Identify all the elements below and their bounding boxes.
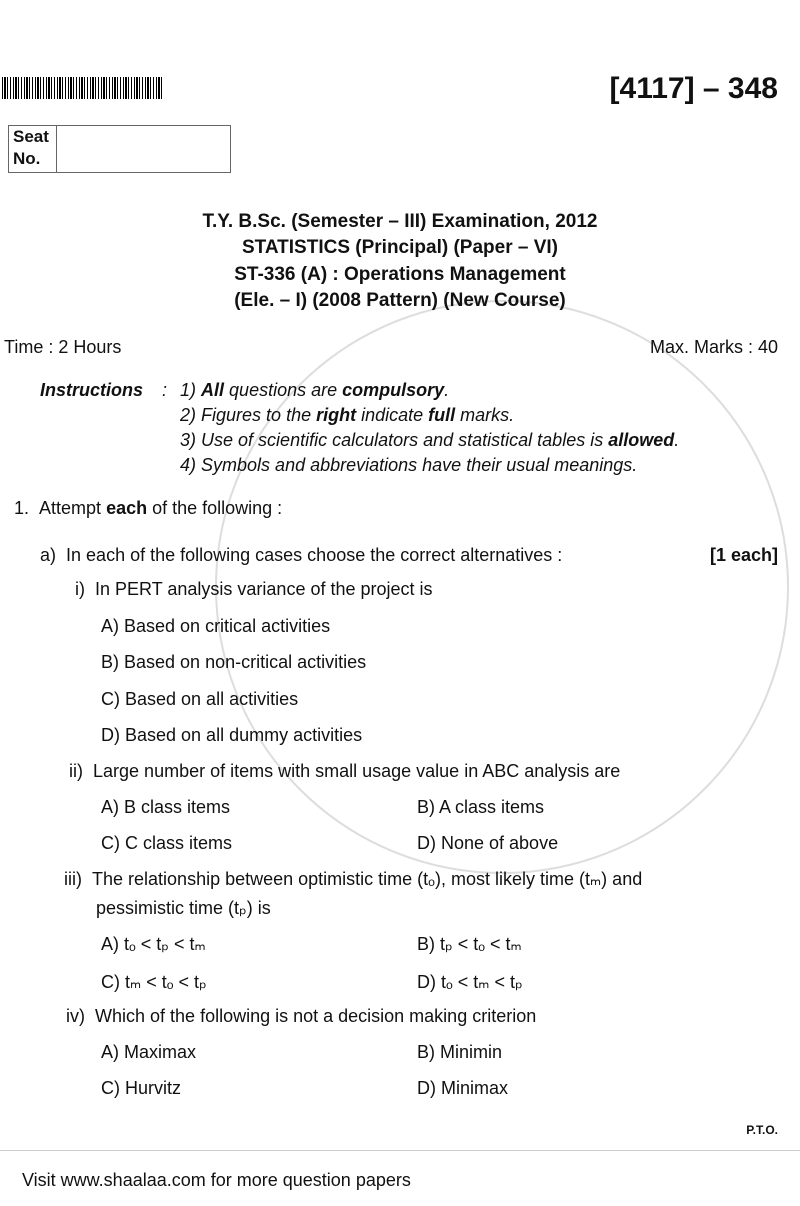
question-iv: iv) Which of the following is not a decision making criterion: [66, 1006, 537, 1026]
question-1: 1. Attempt each of the following :: [14, 498, 283, 518]
instruction-1: 1) All questions are compulsory.: [180, 380, 450, 400]
marks-label: [1 each]: [709, 545, 778, 565]
option: C) Based on all activities: [101, 689, 299, 709]
question-i: i) In PERT analysis variance of the project is: [75, 579, 433, 599]
title-line-2: STATISTICS (Principal) (Paper – VI): [241, 237, 558, 258]
question-1a: a) In each of the following cases choose the correct alternatives :: [40, 545, 563, 565]
title-line-1: T.Y. B.Sc. (Semester – III) Examination, 2012: [202, 211, 598, 232]
seat-label-line-1: Seat: [13, 127, 49, 146]
option: D) Based on all dummy activities: [101, 725, 363, 745]
option: D) tₒ < tₘ < tₚ: [417, 972, 523, 992]
instructions-label: Instructions: [40, 380, 144, 400]
instruction-3: 3) Use of scientific calculators and statistical tables is allowed.: [180, 430, 680, 450]
option: B) Based on non-critical activities: [101, 652, 367, 672]
question-iii-cont: pessimistic time (tₚ) is: [96, 898, 271, 918]
seat-label: [9, 126, 57, 172]
instructions-colon: :: [162, 380, 168, 400]
option: A) Based on critical activities: [101, 616, 331, 636]
title-line-3: ST-336 (A) : Operations Management: [234, 264, 566, 285]
question-ii: ii) Large number of items with small usage value in ABC analysis are: [69, 761, 621, 781]
option: B) tₚ < tₒ < tₘ: [417, 934, 522, 954]
option: A) tₒ < tₚ < tₘ: [101, 934, 206, 954]
option: D) None of above: [417, 833, 559, 853]
title-line-4: (Ele. – I) (2008 Pattern) (New Course): [234, 290, 566, 311]
pto-label: P.T.O.: [746, 1123, 778, 1137]
instruction-2: 2) Figures to the right indicate full marks.: [180, 405, 515, 425]
question-iii: iii) The relationship between optimistic time (tₒ), most likely time (tₘ) and: [64, 869, 643, 889]
option: B) A class items: [417, 797, 545, 817]
barcode: [2, 77, 162, 99]
instruction-4: 4) Symbols and abbreviations have their usual meanings.: [180, 455, 638, 475]
option: A) B class items: [101, 797, 231, 817]
footer-divider: [0, 1150, 800, 1151]
paper-code: [4117] – 348: [609, 72, 778, 105]
option: C) C class items: [101, 833, 233, 853]
max-marks: Max. Marks : 40: [649, 337, 778, 357]
option: A) Maximax: [101, 1042, 197, 1062]
seat-number-box: [8, 125, 231, 173]
time-allowed: Time : 2 Hours: [4, 337, 122, 357]
option: C) tₘ < tₒ < tₚ: [101, 972, 207, 992]
option: B) Minimin: [417, 1042, 503, 1062]
footer-link[interactable]: Visit www.shaalaa.com for more question papers: [22, 1170, 411, 1190]
seat-label-line-2: No.: [13, 149, 41, 168]
option: C) Hurvitz: [101, 1078, 181, 1098]
option: D) Minimax: [417, 1078, 509, 1098]
